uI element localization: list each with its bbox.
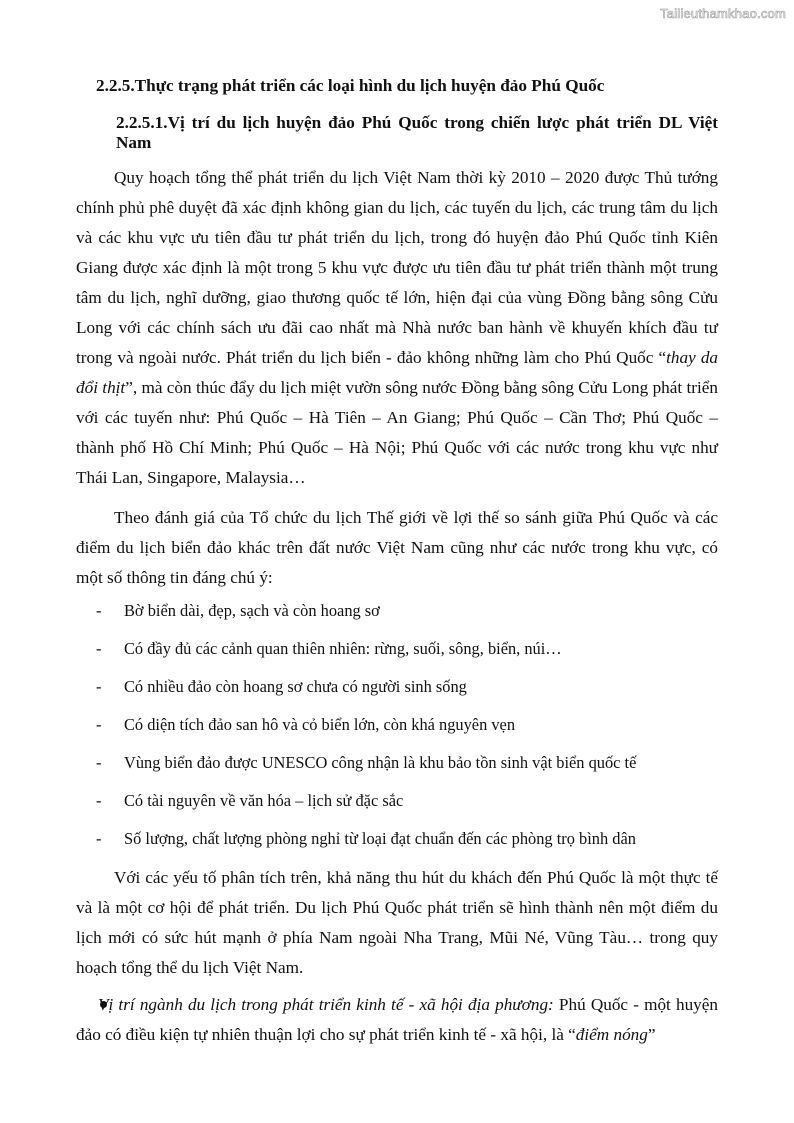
paragraph-1-text-a: Quy hoạch tổng thể phát triển du lịch Việt Nam thời kỳ 2010 – 2020 được Thủ tướng chính phủ phê duyệt đã xác định không gian du lịch, các tuyến du lịch, các trung tâm du lịch và các khu vực ưu tiên đầu tư phát triển du lịch, trong đó huyện đảo Phú Quốc tỉnh Kiên Giang được xác định là một trong 5 khu vực được ưu tiên đầu tư phát triển thành một trung tâm du lịch, nghĩ dưỡng, giao thương quốc tế lớn, hiện đại của vùng Đồng bằng sông Cửu Long với các chính sách ưu đãi cao nhất mà Nhà nước ban hành về khuyến khích đầu tư trong và ngoài nước. Phát triển du lịch biển - đảo không những làm cho Phú Quốc “ [76,168,718,367]
list-item-text: Vùng biển đảo được UNESCO công nhận là khu bảo tồn sinh vật biển quốc tế [124,753,637,772]
list-item [96,748,726,786]
list-item [96,634,726,672]
paragraph-1-text-b: ”, mà còn thúc đẩy du lịch miệt vườn sông nước Đồng bằng sông Cửu Long phát triển với các tuyến như: Phú Quốc – Hà Tiên – An Giang; Phú Quốc – Cần Thơ; Phú Quốc – thành phố Hồ Chí Minh; Phú Quốc – Hà Nội; Phú Quốc với các nước trong khu vực như Thái Lan, Singapore, Malaysia… [76,378,718,487]
list-dash: - [96,715,102,734]
bullet-paragraph-text: Phú Quốc - một huyện đảo có điều kiện tự nhiên thuận lợi cho sự phát triển kinh tế - xã hội, là “ [76,995,718,1044]
list-item-text: Có diện tích đảo san hô và cỏ biển lớn, còn khá nguyên vẹn [124,715,516,734]
list-item-text: Số lượng, chất lượng phòng nghỉ từ loại đạt chuẩn đến các phòng trọ bình dân [124,829,636,848]
list-item [96,786,726,824]
list-item-text: Có tài nguyên về văn hóa – lịch sử đặc sắc [124,791,404,810]
list-item-text: Bờ biển dài, đẹp, sạch và còn hoang sơ [124,601,380,620]
list-dash: - [96,791,102,810]
list-item [96,710,726,748]
watermark: Tailieuthamkhao.com [660,6,786,21]
list-dash: - [96,601,102,620]
bullet-paragraph-italic-end: điểm nóng [575,1025,648,1044]
list-dash: - [96,829,102,848]
bullet-paragraph [76,990,718,1050]
list-item [96,672,726,710]
paragraph-1 [76,163,718,493]
advantages-list [96,596,726,862]
list-dash: - [96,677,102,696]
section-heading: 2.2.5.Thực trạng phát triển các loại hình du lịch huyện đảo Phú Quốc [96,76,605,95]
paragraph-2: Theo đánh giá của Tổ chức du lịch Thế giới về lợi thế so sánh giữa Phú Quốc và các điểm du lịch biển đảo khác trên đất nước Việt Nam cũng như các nước trong khu vực, có một số thông tin đáng chú ý: [76,508,718,587]
subsection-heading: 2.2.5.1.Vị trí du lịch huyện đảo Phú Quốc trong chiến lược phát triển DL Việt Nam [116,113,718,152]
list-item-text: Có nhiều đảo còn hoang sơ chưa có người sinh sống [124,677,467,696]
list-item [96,824,726,862]
bullet-paragraph-closing: ” [647,1025,656,1044]
list-dash: - [96,753,102,772]
paragraph-3: Với các yếu tố phân tích trên, khả năng thu hút du khách đến Phú Quốc là một thực tế và là một cơ hội để phát triển. Du lịch Phú Quốc phát triển sẽ hình thành nên một điểm du lịch mới có sức hút mạnh ở phía Nam ngoài Nha Trang, Mũi Né, Vũng Tàu… trong quy hoạch tổng thể du lịch Việt Nam. [76,868,718,977]
paragraph-1-italic: thay da đổi thịt [76,348,719,397]
list-item-text: Có đầy đủ các cảnh quan thiên nhiên: rừng, suối, sông, biển, núi… [124,639,562,658]
list-item [96,596,726,634]
bullet-paragraph-lead: Vị trí ngành du lịch trong phát triển kinh tế - xã hội địa phương: [98,995,554,1014]
list-dash: - [96,639,102,658]
